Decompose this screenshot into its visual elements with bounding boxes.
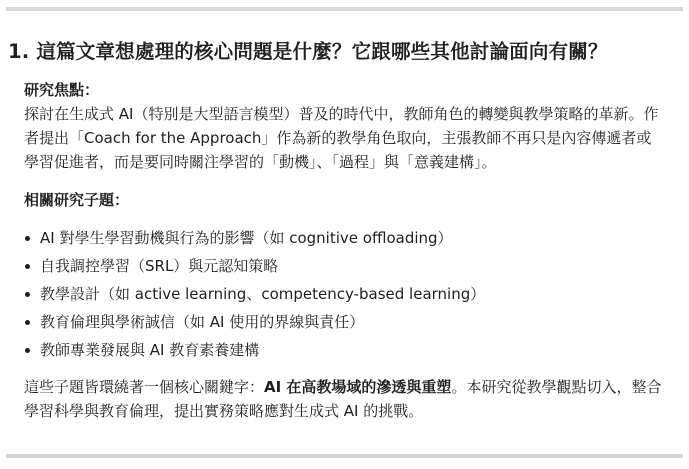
focus-label: 研究焦點： bbox=[24, 81, 100, 99]
list-item: 自我調控學習（SRL）與元認知策略 bbox=[24, 252, 664, 280]
focus-text: 探討在生成式 AI（特別是大型語言模型）普及的時代中，教師角色的轉變與教學策略的革新。作者提出「Coach for the Approach」作為新的教學角色取向，主張教師不再只是內容傳遞者或學習促進者，而是要同時關注學習的「動機」、「過程」與「意義建構」。 bbox=[24, 105, 659, 171]
spacer bbox=[24, 174, 664, 188]
top-divider bbox=[6, 7, 683, 11]
subtopics-list bbox=[24, 224, 664, 364]
subtopics-label: 相關研究子題： bbox=[24, 191, 130, 209]
list-item: AI 對學生學習動機與行為的影響（如 cognitive offloading） bbox=[24, 224, 664, 252]
summary-keyword: AI 在高教場域的滲透與重塑 bbox=[264, 378, 452, 396]
list-item: 教學設計（如 active learning、competency-based learning） bbox=[24, 280, 664, 308]
list-item: 教育倫理與學術誠信（如 AI 使用的界線與責任） bbox=[24, 308, 664, 336]
summary-suffix: 。本研究從教學觀點切入，整合學習科學與教育倫理，提出實務策略應對生成式 AI 的挑戰。 bbox=[24, 378, 662, 420]
summary-prefix: 這些子題皆環繞著一個核心關鍵字： bbox=[24, 378, 265, 396]
list-item: 教師專業發展與 AI 教育素養建構 bbox=[24, 336, 664, 364]
bottom-divider bbox=[6, 454, 683, 458]
summary-paragraph bbox=[24, 375, 664, 423]
answer-body bbox=[24, 78, 664, 423]
question-heading: 1. 這篇文章想處理的核心問題是什麼？它跟哪些其他討論面向有關？ bbox=[8, 40, 608, 63]
